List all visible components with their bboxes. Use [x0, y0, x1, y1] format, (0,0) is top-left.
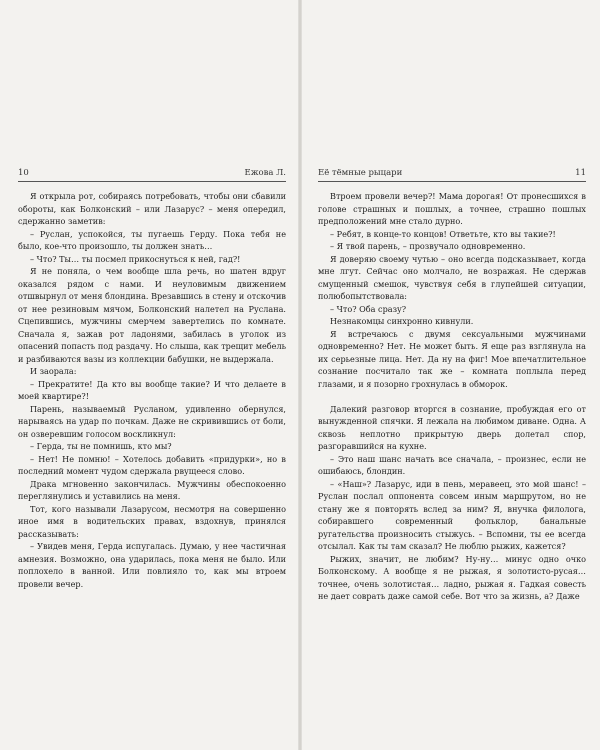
- paragraph: – «Наш»? Лазарус, иди в пень, меравеец, это мой шанс! – Руслан послал оппонента совсем иным маршрутом, но не стану же я повторять вслед за ним? Я, внучка филолога, собиравшего современный фольклор, банальные ругательства произносить стыжусь. – Вспомни, ты ее всегда отсылал. Как ты там сказал? Не люблю рыжих, кажется?: [318, 478, 586, 551]
- paragraph: – Я твой парень, – прозвучало одновременно.: [330, 241, 526, 251]
- paragraph: Парень, называемый Русланом, удивленно обернулся, нарываясь на удар по почкам. Даже не скривившись от боли, он озверевшим голосом воскликнул:: [18, 403, 286, 439]
- right-page-header: [318, 166, 586, 180]
- paragraph: Драка мгновенно закончилась. Мужчины обеспокоенно переглянулись и уставились на меня.: [18, 478, 286, 501]
- left-page-text: [18, 190, 286, 590]
- paragraph: Тот, кого называли Лазарусом, несмотря на совершенно иное имя в водительских правах, вздохнув, принялся рассказывать:: [18, 503, 286, 539]
- left-header-rule: [18, 181, 286, 182]
- left-page: [18, 0, 286, 750]
- right-running-head: Её тёмные рыцари: [318, 168, 403, 178]
- paragraph: – Руслан, успокойся, ты пугаешь Герду. Пока тебя не было, кое-что произошло, ты должен знать…: [18, 228, 286, 251]
- paragraph: Незнакомцы синхронно кивнули.: [330, 316, 474, 326]
- paragraph: – Увидев меня, Герда испугалась. Думаю, у нее частичная амнезия. Возможно, она ударилась, пока меня не было. Или поплохело в ванной. Или повлияло то, как мы втроем провели вечер.: [18, 541, 286, 589]
- paragraph: – Что? Ты… ты посмел прикоснуться к ней, гад?!: [30, 253, 241, 264]
- book-gutter: [298, 0, 302, 750]
- right-header-rule: [318, 181, 586, 182]
- left-running-head: Ежова Л.: [244, 168, 286, 178]
- left-page-header: [18, 166, 286, 180]
- paragraph: Я не поняла, о чем вообще шла речь, но шатен вдруг оказался рядом с нами. И неуловимым движением отшвырнул от меня блондина. Врезавшись в стену и отскочив от нее резиновым мячом, Болконский налетел на Руслана. Сцепившись, мужчины смерчем завертелись по комнате. Сначала я, зажав рот ладонями, забилась в уголок из опасений попасть под раздачу. Но слыша, как трещит мебель и разбиваются вазы из коллекции бабушки, не выдержала.: [18, 266, 286, 364]
- right-page-number: 11: [575, 168, 586, 178]
- paragraph: – Герда, ты не помнишь, кто мы?: [30, 441, 172, 451]
- right-page-text: [318, 190, 586, 603]
- paragraph: – Это наш шанс начать все сначала, – произнес, если не ошибаюсь, блондин.: [318, 453, 586, 476]
- paragraph: Я встречаюсь с двумя сексуальными мужчинами одновременно? Нет. Не может быть. Я еще раз взглянула на их серьезные лица. Нет. Да ну на фиг! Мое впечатлительное сознание посчитало так же – комната поплыла перед глазами, и я позорно грохнулась в обморок.: [318, 328, 586, 389]
- paragraph: – Что? Оба сразу?: [330, 303, 407, 314]
- paragraph: Я доверяю своему чутью – оно всегда подсказывает, когда мне лгут. Сейчас оно молчало, не возражая. Не сдержав смущенный смешок, чувствуя себя в глупейшей ситуации, полюбопытствовала:: [318, 253, 586, 301]
- paragraph: – Нет! Не помню! – Хотелось добавить «придурки», но в последний момент чудом сдержала рвущееся слово.: [18, 453, 286, 476]
- paragraph: – Прекратите! Да кто вы вообще такие? И что делаете в моей квартире?!: [18, 378, 286, 401]
- paragraph: Рыжих, значит, не любим? Ну-ну… минус одно очко Болконскому. А вообще я не рыжая, я золотисто-русая… точнее, очень золотистая… ладно, рыжая я. Гадкая совесть не дает соврать даже самой себе. Вот что за жизнь, а? Даже: [318, 553, 586, 601]
- paragraph: И заорала:: [30, 366, 77, 376]
- paragraph: Я открыла рот, собираясь потребовать, чтобы они сбавили обороты, как Болконский – или Лазарус? – меня опередил, сдержанно заметив:: [18, 191, 286, 226]
- paragraph: Далекий разговор вторгся в сознание, пробуждая его от вынужденной спячки. Я лежала на любимом диване. Одна. А сквозь неплотно прикрытую дверь долетал спор, разгоравшийся на кухне.: [318, 403, 586, 451]
- right-page: [318, 0, 586, 750]
- left-page-number: 10: [18, 168, 29, 178]
- paragraph: Втроем провели вечер?! Мама дорогая! От пронесшихся в голове страшных и пошлых, а точнее, страшно пошлых предположений мне стало дурно.: [318, 191, 586, 226]
- paragraph: – Ребят, в конце-то концов! Ответьте, кто вы такие?!: [330, 228, 556, 239]
